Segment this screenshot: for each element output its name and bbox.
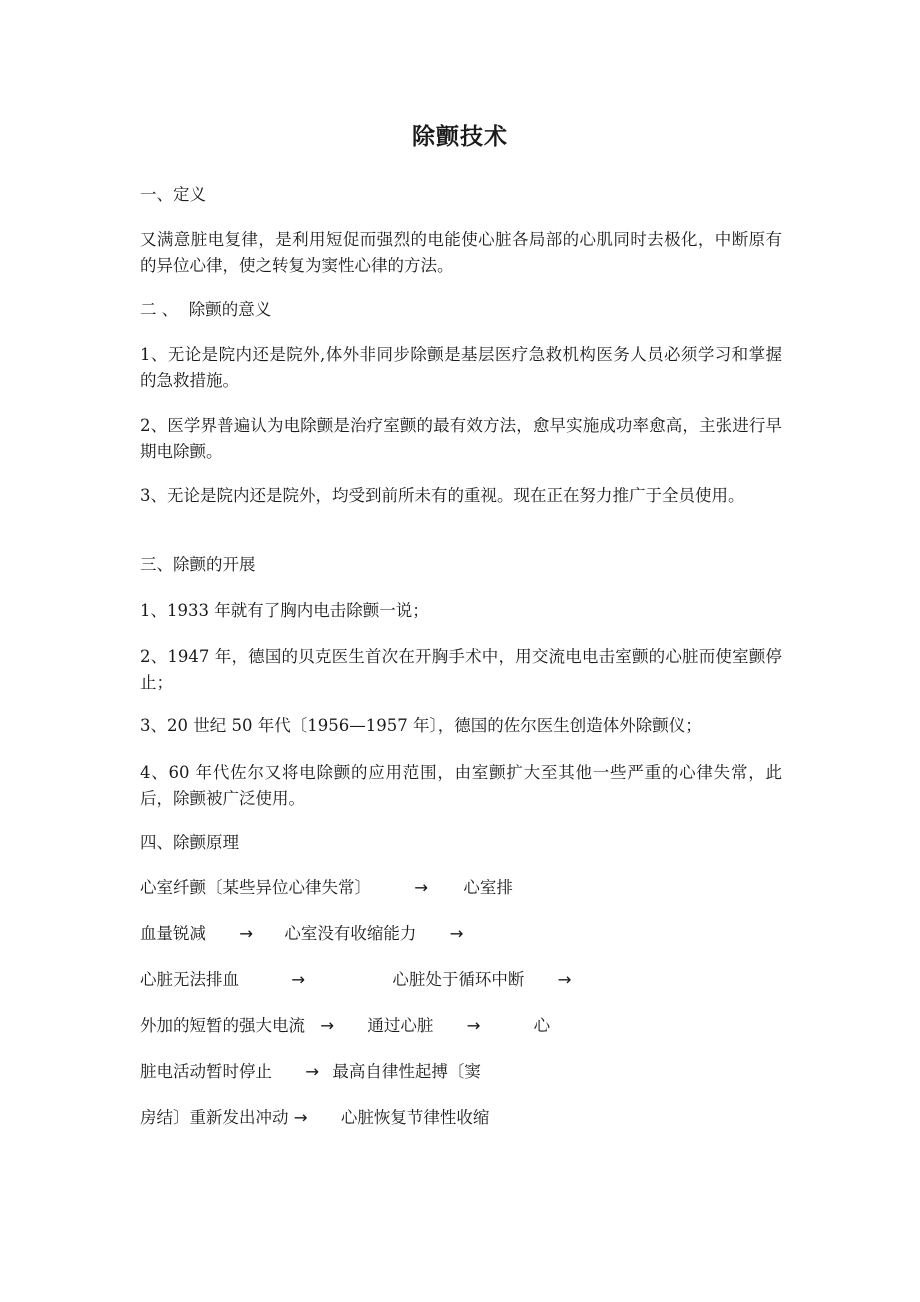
flow-text: 血量锐减 [140, 924, 206, 943]
flow-text: 心室排 [463, 878, 513, 897]
history-paragraph-1: 1、1933 年就有了胸内电击除颤一说； [140, 601, 429, 620]
flow-text: 心室纤颤〔某些异位心律失常〕 [140, 878, 371, 897]
significance-paragraph-2: 2、医学界普遍认为电除颤是治疗室颤的最有效方法，愈早实施成功率愈高，主张进行早期电除颤。 [140, 416, 782, 461]
arrow-icon: → [414, 878, 429, 897]
flow-text: 心室没有收缩能力 [284, 924, 417, 943]
history-paragraph-4: 4、60 年代佐尔又将电除颤的应用范围，由室颤扩大至其他一些严重的心律失常，此后，除颤被广泛使用。 [140, 763, 782, 808]
significance-paragraph-3: 3、无论是院内还是院外，均受到前所未有的重视。现在正在努力推广于全员使用。 [140, 486, 745, 505]
arrow-icon: → [291, 970, 306, 989]
flow-text: 心脏恢复节律性收缩 [340, 1108, 490, 1127]
arrow-icon: → [557, 970, 572, 989]
arrow-icon: → [293, 1108, 308, 1127]
history-paragraph-2: 2、1947 年，德国的贝克医生首次在开胸手术中，用交流电电击室颤的心脏而使室颤停止； [140, 647, 782, 692]
principle-flow-row [140, 1013, 550, 1039]
principle-flow-row [140, 1105, 489, 1131]
arrow-icon: → [466, 1016, 481, 1035]
flow-text: 心脏无法排血 [140, 970, 239, 989]
principle-flow-row [140, 1059, 481, 1085]
flow-text: 房结〕重新发出冲动 [140, 1108, 289, 1127]
section-heading-definition: 一、定义 [140, 185, 206, 204]
flow-text: 心 [533, 1016, 551, 1035]
arrow-icon: → [305, 1062, 320, 1081]
flow-text: 外加的短暂的强大电流 [140, 1016, 305, 1035]
principle-flow-row [140, 875, 513, 901]
flow-text: 通过心脏 [367, 1016, 434, 1035]
flow-text: 心脏处于循环中断 [392, 970, 525, 989]
arrow-icon: → [449, 924, 464, 943]
document-title: 除颤技术 [412, 124, 508, 150]
principle-flow-row [140, 921, 463, 947]
significance-paragraph-1: 1、无论是院内还是院外,体外非同步除颤是基层医疗急救机构医务人员必须学习和掌握的急救措施。 [140, 345, 782, 390]
section-heading-significance: 二 、 除颤的意义 [140, 300, 272, 319]
history-paragraph-3: 3、20 世纪 50 年代〔1956—1957 年〕，德国的佐尔医生创造体外除颤仪； [140, 716, 702, 735]
principle-flow-row [140, 967, 571, 993]
section-heading-history: 三、除颤的开展 [140, 555, 256, 574]
flow-text: 最高自律性起搏〔窦 [332, 1062, 481, 1081]
definition-paragraph: 又满意脏电复律，是利用短促而强烈的电能使心脏各局部的心肌同时去极化，中断原有的异位心律，使之转复为窦性心律的方法。 [140, 230, 782, 275]
flow-text: 脏电活动暂时停止 [140, 1062, 272, 1081]
arrow-icon: → [320, 1016, 335, 1035]
section-heading-principle: 四、除颤原理 [140, 833, 239, 852]
arrow-icon: → [239, 924, 254, 943]
